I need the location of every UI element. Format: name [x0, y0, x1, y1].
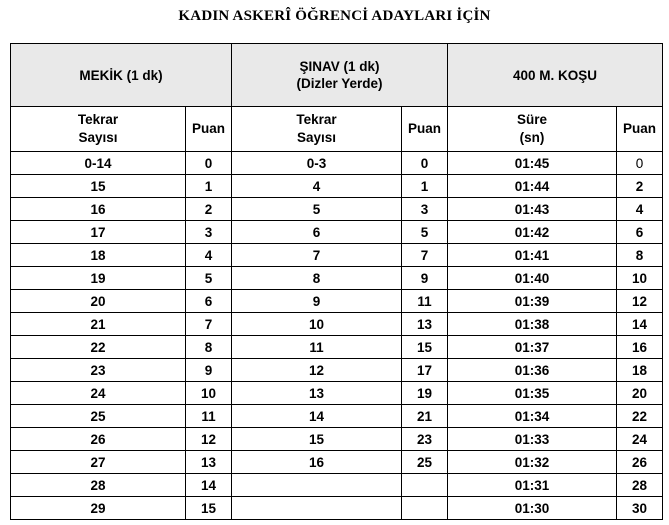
- cell-sure-puan: 26: [617, 451, 663, 474]
- cell-mekik-puan: 6: [186, 290, 232, 313]
- table-row: [11, 359, 663, 382]
- cell-sure: 01:39: [448, 290, 617, 313]
- cell-sure-puan: 16: [617, 336, 663, 359]
- cell-sinav: 16: [232, 451, 402, 474]
- cell-mekik: 22: [11, 336, 186, 359]
- cell-mekik-puan: 9: [186, 359, 232, 382]
- sinav-header-line2: (Dizler Yerde): [296, 76, 383, 91]
- cell-mekik-puan: 1: [186, 175, 232, 198]
- cell-mekik: 17: [11, 221, 186, 244]
- cell-mekik-puan: 4: [186, 244, 232, 267]
- cell-sure-puan: 8: [617, 244, 663, 267]
- cell-sinav: 4: [232, 175, 402, 198]
- table-row: [11, 382, 663, 405]
- cell-mekik-puan: 8: [186, 336, 232, 359]
- cell-mekik: 20: [11, 290, 186, 313]
- sure-line1: Süre: [517, 112, 548, 127]
- cell-sure: 01:31: [448, 474, 617, 497]
- cell-sure: 01:37: [448, 336, 617, 359]
- cell-sure: 01:43: [448, 198, 617, 221]
- cell-sure: 01:34: [448, 405, 617, 428]
- cell-sinav-puan: 17: [402, 359, 448, 382]
- cell-mekik-puan: 5: [186, 267, 232, 290]
- subheader-row: [11, 107, 663, 152]
- cell-sure-puan: 6: [617, 221, 663, 244]
- cell-sure-puan: 22: [617, 405, 663, 428]
- mekik-puan-header: Puan: [186, 107, 232, 152]
- mekik-tekrar-header: [11, 107, 186, 152]
- kosu-puan-header: Puan: [617, 107, 663, 152]
- table-row: [11, 474, 663, 497]
- cell-mekik-puan: 15: [186, 497, 232, 520]
- cell-sinav-puan: 25: [402, 451, 448, 474]
- cell-mekik: 29: [11, 497, 186, 520]
- cell-sure-puan: 0: [617, 152, 663, 175]
- cell-sinav: [232, 474, 402, 497]
- tekrar-line1: Tekrar: [296, 112, 337, 127]
- table-row: [11, 152, 663, 175]
- table-row: [11, 175, 663, 198]
- cell-sure-puan: 30: [617, 497, 663, 520]
- cell-mekik-puan: 0: [186, 152, 232, 175]
- cell-mekik: 25: [11, 405, 186, 428]
- cell-sinav: 11: [232, 336, 402, 359]
- cell-sinav: 8: [232, 267, 402, 290]
- cell-mekik-puan: 11: [186, 405, 232, 428]
- cell-sinav-puan: 9: [402, 267, 448, 290]
- cell-mekik-puan: 2: [186, 198, 232, 221]
- sinav-puan-header: Puan: [402, 107, 448, 152]
- cell-mekik-puan: 3: [186, 221, 232, 244]
- table-row: [11, 244, 663, 267]
- cell-sinav: [232, 497, 402, 520]
- cell-sinav-puan: [402, 497, 448, 520]
- cell-mekik: 16: [11, 198, 186, 221]
- cell-sure-puan: 18: [617, 359, 663, 382]
- cell-sinav-puan: 7: [402, 244, 448, 267]
- cell-sinav: 0-3: [232, 152, 402, 175]
- tekrar-line1: Tekrar: [77, 112, 119, 127]
- cell-mekik: 23: [11, 359, 186, 382]
- cell-sinav: 12: [232, 359, 402, 382]
- cell-sinav: 9: [232, 290, 402, 313]
- cell-mekik: 26: [11, 428, 186, 451]
- cell-sure-puan: 28: [617, 474, 663, 497]
- cell-sure: 01:45: [448, 152, 617, 175]
- cell-mekik: 21: [11, 313, 186, 336]
- cell-sure-puan: 24: [617, 428, 663, 451]
- cell-sure-puan: 14: [617, 313, 663, 336]
- header-row: [11, 44, 663, 107]
- cell-sure: 01:40: [448, 267, 617, 290]
- cell-sinav: 10: [232, 313, 402, 336]
- tekrar-line2: Sayısı: [78, 130, 118, 145]
- table-row: [11, 221, 663, 244]
- score-table: [10, 43, 663, 520]
- cell-mekik: 19: [11, 267, 186, 290]
- cell-sure: 01:30: [448, 497, 617, 520]
- table-row: [11, 198, 663, 221]
- mekik-header: MEKİK (1 dk): [11, 44, 232, 107]
- cell-mekik-puan: 13: [186, 451, 232, 474]
- cell-sinav-puan: 5: [402, 221, 448, 244]
- cell-sure-puan: 20: [617, 382, 663, 405]
- cell-sure: 01:44: [448, 175, 617, 198]
- cell-sinav: 15: [232, 428, 402, 451]
- tekrar-line2: Sayısı: [297, 130, 337, 145]
- cell-mekik: 24: [11, 382, 186, 405]
- cell-sure-puan: 10: [617, 267, 663, 290]
- cell-mekik: 18: [11, 244, 186, 267]
- cell-sure: 01:42: [448, 221, 617, 244]
- cell-sinav-puan: 15: [402, 336, 448, 359]
- cell-sinav-puan: 3: [402, 198, 448, 221]
- table-row: [11, 428, 663, 451]
- cell-sure: 01:33: [448, 428, 617, 451]
- cell-sinav: 14: [232, 405, 402, 428]
- cell-mekik-puan: 14: [186, 474, 232, 497]
- cell-sure: 01:38: [448, 313, 617, 336]
- cell-sinav: 5: [232, 198, 402, 221]
- table-row: [11, 290, 663, 313]
- cell-sinav: 13: [232, 382, 402, 405]
- cell-sinav-puan: 0: [402, 152, 448, 175]
- sure-header: [448, 107, 617, 152]
- cell-mekik: 27: [11, 451, 186, 474]
- sinav-tekrar-header: [232, 107, 402, 152]
- cell-mekik-puan: 12: [186, 428, 232, 451]
- cell-sure: 01:32: [448, 451, 617, 474]
- cell-sinav-puan: 21: [402, 405, 448, 428]
- cell-mekik: 28: [11, 474, 186, 497]
- cell-mekik: 15: [11, 175, 186, 198]
- cell-mekik-puan: 7: [186, 313, 232, 336]
- cell-sure-puan: 4: [617, 198, 663, 221]
- cell-sinav-puan: [402, 474, 448, 497]
- cell-mekik-puan: 10: [186, 382, 232, 405]
- table-row: [11, 451, 663, 474]
- cell-sinav: 6: [232, 221, 402, 244]
- table-row: [11, 313, 663, 336]
- cell-sinav-puan: 19: [402, 382, 448, 405]
- table-row: [11, 336, 663, 359]
- cell-sinav-puan: 11: [402, 290, 448, 313]
- cell-sinav: 7: [232, 244, 402, 267]
- sinav-header: [232, 44, 448, 107]
- cell-sure-puan: 2: [617, 175, 663, 198]
- cell-sure: 01:35: [448, 382, 617, 405]
- table-row: [11, 267, 663, 290]
- score-rows: [11, 152, 663, 520]
- cell-sure-puan: 12: [617, 290, 663, 313]
- cell-mekik: 0-14: [11, 152, 186, 175]
- cell-sinav-puan: 23: [402, 428, 448, 451]
- cell-sure: 01:41: [448, 244, 617, 267]
- page-title: KADIN ASKERÎ ÖĞRENCİ ADAYLARI İÇİN: [178, 8, 491, 24]
- sure-line2: (sn): [519, 130, 545, 145]
- sinav-header-line1: ŞINAV (1 dk): [299, 59, 380, 74]
- cell-sure: 01:36: [448, 359, 617, 382]
- table-row: [11, 497, 663, 520]
- cell-sinav-puan: 1: [402, 175, 448, 198]
- cell-sinav-puan: 13: [402, 313, 448, 336]
- table-row: [11, 405, 663, 428]
- kosu-header: 400 M. KOŞU: [448, 44, 663, 107]
